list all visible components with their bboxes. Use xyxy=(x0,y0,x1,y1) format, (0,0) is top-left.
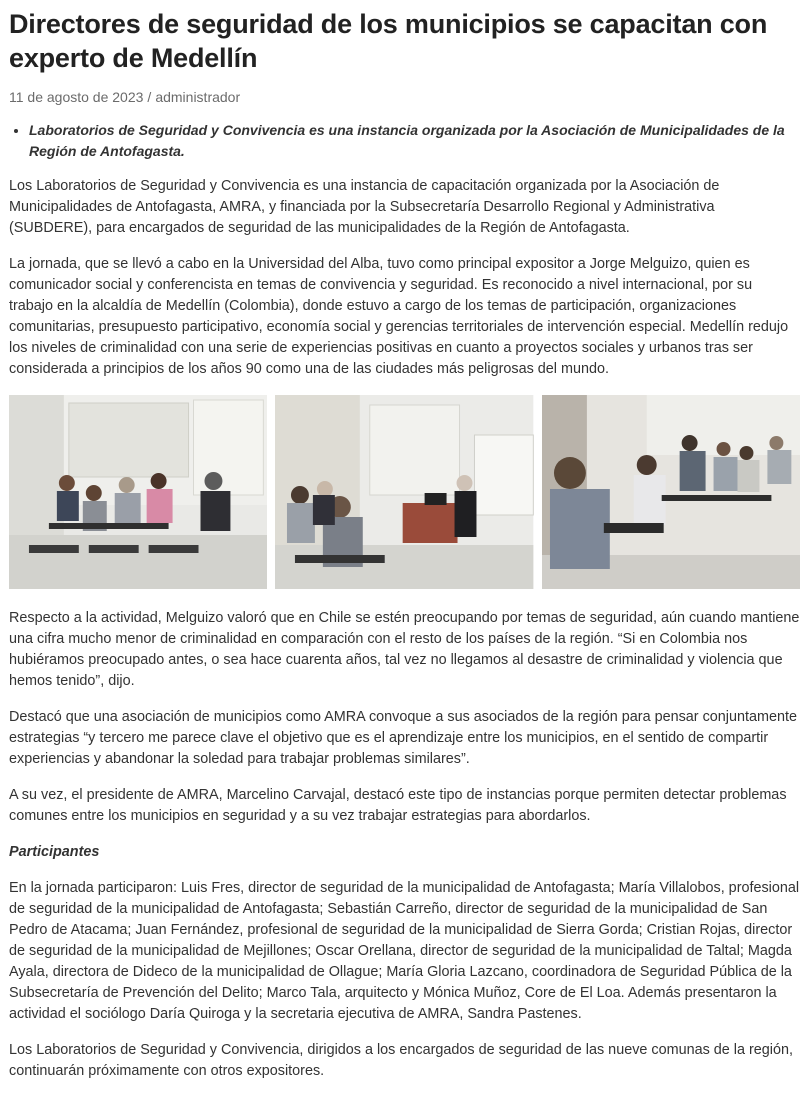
post-author[interactable]: administrador xyxy=(155,89,241,105)
subheading-participantes: Participantes xyxy=(9,844,100,860)
paragraph-cierre: Los Laboratorios de Seguridad y Convivencia, dirigidos a los encargados de seguridad de las nueve comunas de la región, continuarán próximamente con otros expositores. xyxy=(9,1042,793,1079)
presenter-photo[interactable] xyxy=(275,395,533,589)
article-meta xyxy=(9,88,800,106)
photo-gallery xyxy=(9,395,800,589)
paragraph-intro: Los Laboratorios de Seguridad y Convivencia es una instancia de capacitación organizada por la Asociación de Municipalidades de Antofagasta, AMRA, y financiada por la Subsecretaría Desarrollo Regional y Administrativa (SUBDERE), para encargados de seguridad de las municipalidades de la Región de Antofagasta. xyxy=(9,178,720,236)
classroom-photo[interactable] xyxy=(9,395,267,589)
article-title: Directores de seguridad de los municipios se capacitan con experto de Medellín xyxy=(9,9,768,73)
paragraph-participantes: En la jornada participaron: Luis Fres, director de seguridad de la municipalidad de Antofagasta; María Villalobos, profesional de seguridad de la municipalidad de Antofagasta; Sebastián Carreño, director de seguridad de la municipalidad de San Pedro de Atacama; Juan Fernández, profesional de seguridad de la municipalidad de Sierra Gorda; Cristian Rojas, director de seguridad de la municipalidad de Mejillones; Oscar Orellana, director de seguridad de la municipalidad de Taltal; Magda Ayala, directora de Dideco de la municipalidad de Ollague; María Gloria Lazcano, coordinadora de Seguridad Pública de la Subsecretaría de Prevención del Delito; Marco Tala, arquitecto y Mónica Muñoz, Core de El Loa. Además presentaron la actividad el sociólogo Daría Quiroga y la secretaria ejecutiva de AMRA, Sandra Pastenes. xyxy=(9,880,800,1022)
lead-list xyxy=(9,120,800,162)
paragraph-jornada: La jornada, que se llevó a cabo en la Universidad del Alba, tuvo como principal expositor a Jorge Melguizo, quien es comunicador social y conferencista en temas de convivencia y seguridad. Es reconocido a nivel internacional, por su trabajo en la alcaldía de Medellín (Colombia), donde estuvo a cargo de los temas de participación, organizaciones comunitarias, presupuesto participativo, economía social y gerencias territoriales de intervención especial. Medellín redujo los niveles de criminalidad con una serie de experiencias positivas en cuanto a proyectos sociales y urbanos tras ser considerada a principios de los años 90 como una de las ciudades más peligrosas del mundo. xyxy=(9,256,789,377)
paragraph-melguizo: Respecto a la actividad, Melguizo valoró que en Chile se estén preocupando por temas de seguridad, aún cuando mantiene una cifra mucho menor de criminalidad en comparación con el resto de los países de la región. “Si en Colombia nos hubiéramos preocupado antes, o sea hace cuarenta años, tal vez no llegamos al desastre de criminalidad y violencia que hemos tenido”, dijo. xyxy=(9,610,800,689)
lead-item: • Laboratorios de Seguridad y Convivencia es una instancia organizada por la Asociación de Municipalidades de la Región de Antofagasta. xyxy=(29,120,800,162)
post-date[interactable]: 11 de agosto de 2023 xyxy=(9,89,144,105)
audience-photo[interactable] xyxy=(542,395,800,589)
meta-separator: / xyxy=(147,89,152,105)
paragraph-presidente: A su vez, el presidente de AMRA, Marcelino Carvajal, destacó este tipo de instancias porque permiten detectar problemas comunes entre los municipios en seguridad y a su vez trabajar estrategias para abordarlos. xyxy=(9,787,787,824)
paragraph-amra: Destacó que una asociación de municipios como AMRA convoque a sus asociados de la región para pensar conjuntamente estrategias “y tercero me parece clave el objetivo que es el aprendizaje entre los municipios, en el sentido de compartir experiencias y abandonar la soledad para trabajar problemas similares”. xyxy=(9,709,797,767)
